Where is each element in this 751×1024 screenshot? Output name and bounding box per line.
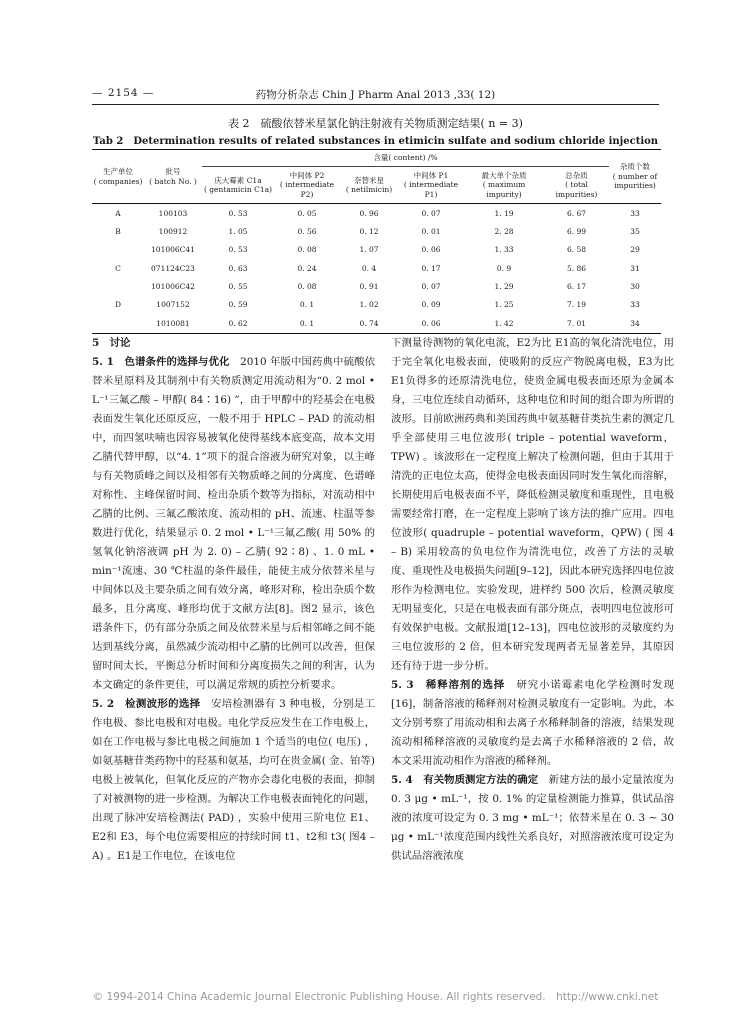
header-netilmicin: 奈替米星 ( netilmicin) (340, 167, 398, 204)
header-content: 含量( content) /% (202, 150, 609, 167)
paragraph-5-4 (391, 771, 674, 866)
table-cell-max: 2. 28 (494, 226, 514, 236)
table-cell-num: 33 (630, 300, 640, 310)
table-cell-c1a: 0. 55 (228, 282, 248, 292)
results-table (92, 149, 661, 334)
table-cell-company: A (115, 208, 121, 218)
paragraph-text: 新建方法的最小定量浓度为 0. 3 μg • mL⁻¹，按 0. 1% 的定量检测能力推算，供试品溶液的浓度可设定为 0. 3 mg • mL⁻¹；依替米星在 0. 3 ~ 30 μg • mL⁻¹浓度范围内线性关系良好，对照溶液浓度可设定为供试品溶液浓度 (391, 774, 675, 862)
table-cell-total: 7. 01 (544, 314, 609, 333)
table-caption-cn: 表 2 硫酸依替米星氯化钠注射液有关物质测定结果( n = 3) (228, 117, 523, 130)
table-cell-total: 5. 86 (566, 263, 587, 273)
header-intermediate-p1: 中间体 P1 ( intermediate P1) (398, 167, 464, 204)
table-cell-num: 31 (630, 263, 640, 273)
subsection-heading: 5. 1 色谱条件的选择与优化 (92, 356, 230, 368)
table-cell-p1: 0. 06 (421, 245, 441, 255)
table-cell-max: 0. 9 (496, 263, 512, 273)
table-cell-batch: 101006C41 (151, 245, 195, 255)
subsection-heading: 5. 3 稀释溶剂的选择 (391, 679, 506, 691)
table-cell-net: 0. 91 (359, 282, 379, 292)
table-row (92, 241, 661, 259)
table-cell-p2: 0. 08 (297, 245, 317, 255)
table-cell-p2: 0. 1 (299, 300, 315, 310)
table-row (92, 296, 661, 314)
table-row (92, 314, 661, 333)
table-row (92, 204, 661, 223)
table-cell-p1: 0. 09 (421, 300, 441, 310)
table-cell-company (92, 314, 144, 333)
paragraph-5-3 (391, 676, 674, 771)
table-cell-p2: 0. 24 (297, 263, 317, 273)
header-rule (92, 104, 659, 105)
table-cell-max: 1. 25 (494, 300, 514, 310)
table-cell-num: 35 (630, 226, 640, 236)
paragraph-text: 2010 年版中国药典中硫酸依替米星原料及其制剂中有关物质测定用流动相为“0. 2 mol • L⁻¹三氟乙酸 – 甲醇( 84∶16) ”，由于甲醇中的羟基会在电极表面发生氧化还原反应，一般不用于 HPLC – PAD 的流动相中，而四氢呋喃也因容易被氧化使得基线本底变高，故本文用乙腈代替甲醇，以“4. 1”项下的混合溶液为研究对象，以主峰与有关物质峰之间以及相邻有关物质峰之间的分离度、色谱峰对称性、主峰保留时间、检出杂质个数等为指标，对流动相中乙腈的比例、三氟乙酸浓度、流动相的 pH、流速、柱温等参数进行优化，结果显示 0. 2 mol • L⁻¹三氟乙酸( 用 50% 的氢氧化钠溶液调 pH 为 2. 0) – 乙腈( 92∶8) 、1. 0 mL • min⁻¹流速、30 ℃柱温的条件最佳，能使主成分依替米星与中间体以及主要杂质之间有效分离，峰形对称，检出杂质个数最多，且分离度、峰形均优于文献方法[8]。图2 显示，该色谱条件下，仍有部分杂质之间及依替米星与后相邻峰之间不能达到基线分离，虽然减少流动相中乙腈的比例可以改善，但保留时间太长，平衡总分析时间和分离度损失之间的利害，认为本文确定的条件更佳，可以满足常规的质控分析要求。 (92, 356, 375, 691)
table-cell-p1: 0. 06 (398, 314, 464, 333)
table-cell-p2: 0. 05 (297, 208, 317, 218)
table-cell-total: 6. 58 (566, 245, 587, 255)
table-cell-num: 34 (609, 314, 661, 333)
table-cell-batch: 100912 (158, 226, 188, 236)
table-cell-net: 1. 02 (359, 300, 379, 310)
paragraph-5-1 (92, 353, 375, 695)
copyright-footer: © 1994-2014 China Academic Journal Electronic Publishing House. All rights reserved. http://www.cnki.net (92, 991, 659, 1003)
table-cell-company (92, 278, 144, 296)
table-cell-total: 6. 99 (566, 226, 587, 236)
table-cell-net: 0. 96 (359, 208, 379, 218)
header-max-impurity: 最大单个杂质 ( maximum impurity) (464, 167, 544, 204)
section-heading: 5 讨论 (92, 337, 131, 349)
table-cell-batch: 071124C23 (151, 263, 195, 273)
table-cell-p1: 0. 07 (421, 282, 441, 292)
table-cell-company: B (115, 226, 121, 236)
header-gentamicin: 庆大霉素 C1a ( gentamicin C1a) (202, 167, 274, 204)
table-cell-total: 7. 19 (566, 300, 587, 310)
table-cell-c1a: 0. 62 (202, 314, 274, 333)
table-cell-batch: 100103 (158, 208, 188, 218)
table-cell-p1: 0. 01 (421, 226, 441, 236)
subsection-heading: 5. 4 有关物质测定方法的确定 (391, 774, 539, 786)
table-body (92, 204, 661, 334)
header-impurity-count: 杂质个数 ( number of impurities) (609, 150, 661, 204)
page-number: — 2154 — (92, 87, 155, 99)
table-cell-c1a: 0. 53 (228, 245, 248, 255)
right-column (391, 334, 674, 866)
table-cell-max: 1. 42 (464, 314, 544, 333)
table-cell-max: 1. 33 (494, 245, 514, 255)
table-cell-net: 0. 12 (359, 226, 379, 236)
table-cell-max: 1. 29 (494, 282, 514, 292)
table-cell-max: 1. 19 (494, 208, 514, 218)
paragraph-text: 研究小诺霉素电化学检测时发现[16]，制备溶液的稀释剂对检测灵敏度有一定影响。为此，本文分别考察了用流动相和去离子水稀释制备的溶液，结果发现流动相稀释溶液的灵敏度约是去离子水稀释溶液的 2 倍，故本文采用流动相作为溶液的稀释剂。 (391, 679, 674, 767)
left-column (92, 334, 375, 866)
table-cell-p1: 0. 17 (421, 263, 441, 273)
paragraph-5-2-cont: 下测量待测物的氧化电流，E2为比 E1高的氧化清洗电位，用于完全氧化电极表面，使吸附的反应产物脱离电极，E3为比 E1负得多的还原清洗电位，使贵金属电极表面还原为金属本身，三电位连续自动循环，这种电位和时间的组合即为所谓的波形。目前欧洲药典和美国药典中氨基糖苷类抗生素的测定几乎全部使用三电位波形( triple – potential waveform，TPW) 。该波形在一定程度上解决了检测问题，但由于其用于清洗的正电位太高，使得金电极表面因同时发生氧化而溶解，长期使用后电极表面不平，降低检测灵敏度和重现性，且电极需要经常打磨，在一定程度上影响了该方法的推广应用。四电位波形( quadruple – potential waveform，QPW) ( 图 4 – B) 采用较高的负电位作为清洗电位，改善了方法的灵敏度、重现性及电极损失问题[9–12]，因此本研究选择四电位波形作为检测电位。实验发现，进样约 500 次后，检测灵敏度无明显变化，只是在电极表面有部分斑点，表明四电位波形可有效保护电极。文献报道[12–13]，四电位波形的灵敏度约为三电位波形的 2 倍，但本研究发现两者无显著差异，其原因还有待于进一步分析。 (391, 337, 674, 672)
table-cell-p2: 0. 08 (297, 282, 317, 292)
table-row (92, 278, 661, 296)
table-cell-batch: 1007152 (156, 300, 190, 310)
table-row (92, 259, 661, 277)
table-cell-net: 0. 74 (340, 314, 398, 333)
table-cell-total: 6. 17 (566, 282, 587, 292)
table-cell-company (92, 241, 144, 259)
header-batch: 批号 ( batch No. ) (144, 150, 202, 204)
table-cell-p1: 0. 07 (421, 208, 441, 218)
table-cell-p2: 0. 1 (274, 314, 340, 333)
table-cell-company: C (115, 263, 121, 273)
table-cell-c1a: 1. 05 (228, 226, 248, 236)
table-cell-total: 6. 67 (566, 208, 587, 218)
table-row (92, 222, 661, 240)
table-cell-p2: 0. 56 (297, 226, 317, 236)
table-caption-en: Tab 2 Determination results of related substances in etimicin sulfate and sodium chloride injection (92, 136, 659, 147)
paragraph-text: 安培检测器有 3 种电极，分别是工作电极、参比电极和对电极。电化学反应发生在工作电极上，如在工作电极与参比电极之间施加 1 个适当的电位( 电压) ，如氨基糖苷类药物中的羟基和氨基，均可在贵金属( 金、铂等) 电极上被氧化，但氧化反应的产物亦会毒化电极的表面，抑制了对被测物的进一步检测。为解决工作电极表面钝化的问题，出现了脉冲安培检测法( PAD) ，实验中使用三阶电位 E1、E2和 E3，每个电位需要相应的持续时间 t1、t2和 t3( 图4 – A) 。E1是工作电位，在该电位 (92, 698, 375, 862)
running-header (92, 85, 659, 103)
journal-title: 药物分析杂志 Chin J Pharm Anal 2013 ,33( 12) (255, 89, 496, 101)
header-intermediate-p2: 中间体 P2 ( intermediate P2) (274, 167, 340, 204)
table-cell-num: 29 (630, 245, 640, 255)
table-cell-net: 0. 4 (361, 263, 377, 273)
table-cell-company: D (114, 300, 121, 310)
table-cell-batch: 1010081 (144, 314, 202, 333)
subsection-heading: 5. 2 检测波形的选择 (92, 698, 201, 710)
table-cell-net: 1. 07 (359, 245, 379, 255)
table-cell-num: 30 (630, 282, 640, 292)
table-cell-c1a: 0. 53 (228, 208, 248, 218)
table-cell-batch: 101006C42 (151, 282, 195, 292)
header-company: 生产单位 ( companies) (92, 150, 144, 204)
paragraph-5-2 (92, 695, 375, 866)
table-cell-c1a: 0. 63 (228, 263, 248, 273)
table-cell-num: 33 (630, 208, 640, 218)
header-total-impurities: 总杂质 ( total impurities) (544, 167, 609, 204)
table-cell-c1a: 0. 59 (228, 300, 248, 310)
